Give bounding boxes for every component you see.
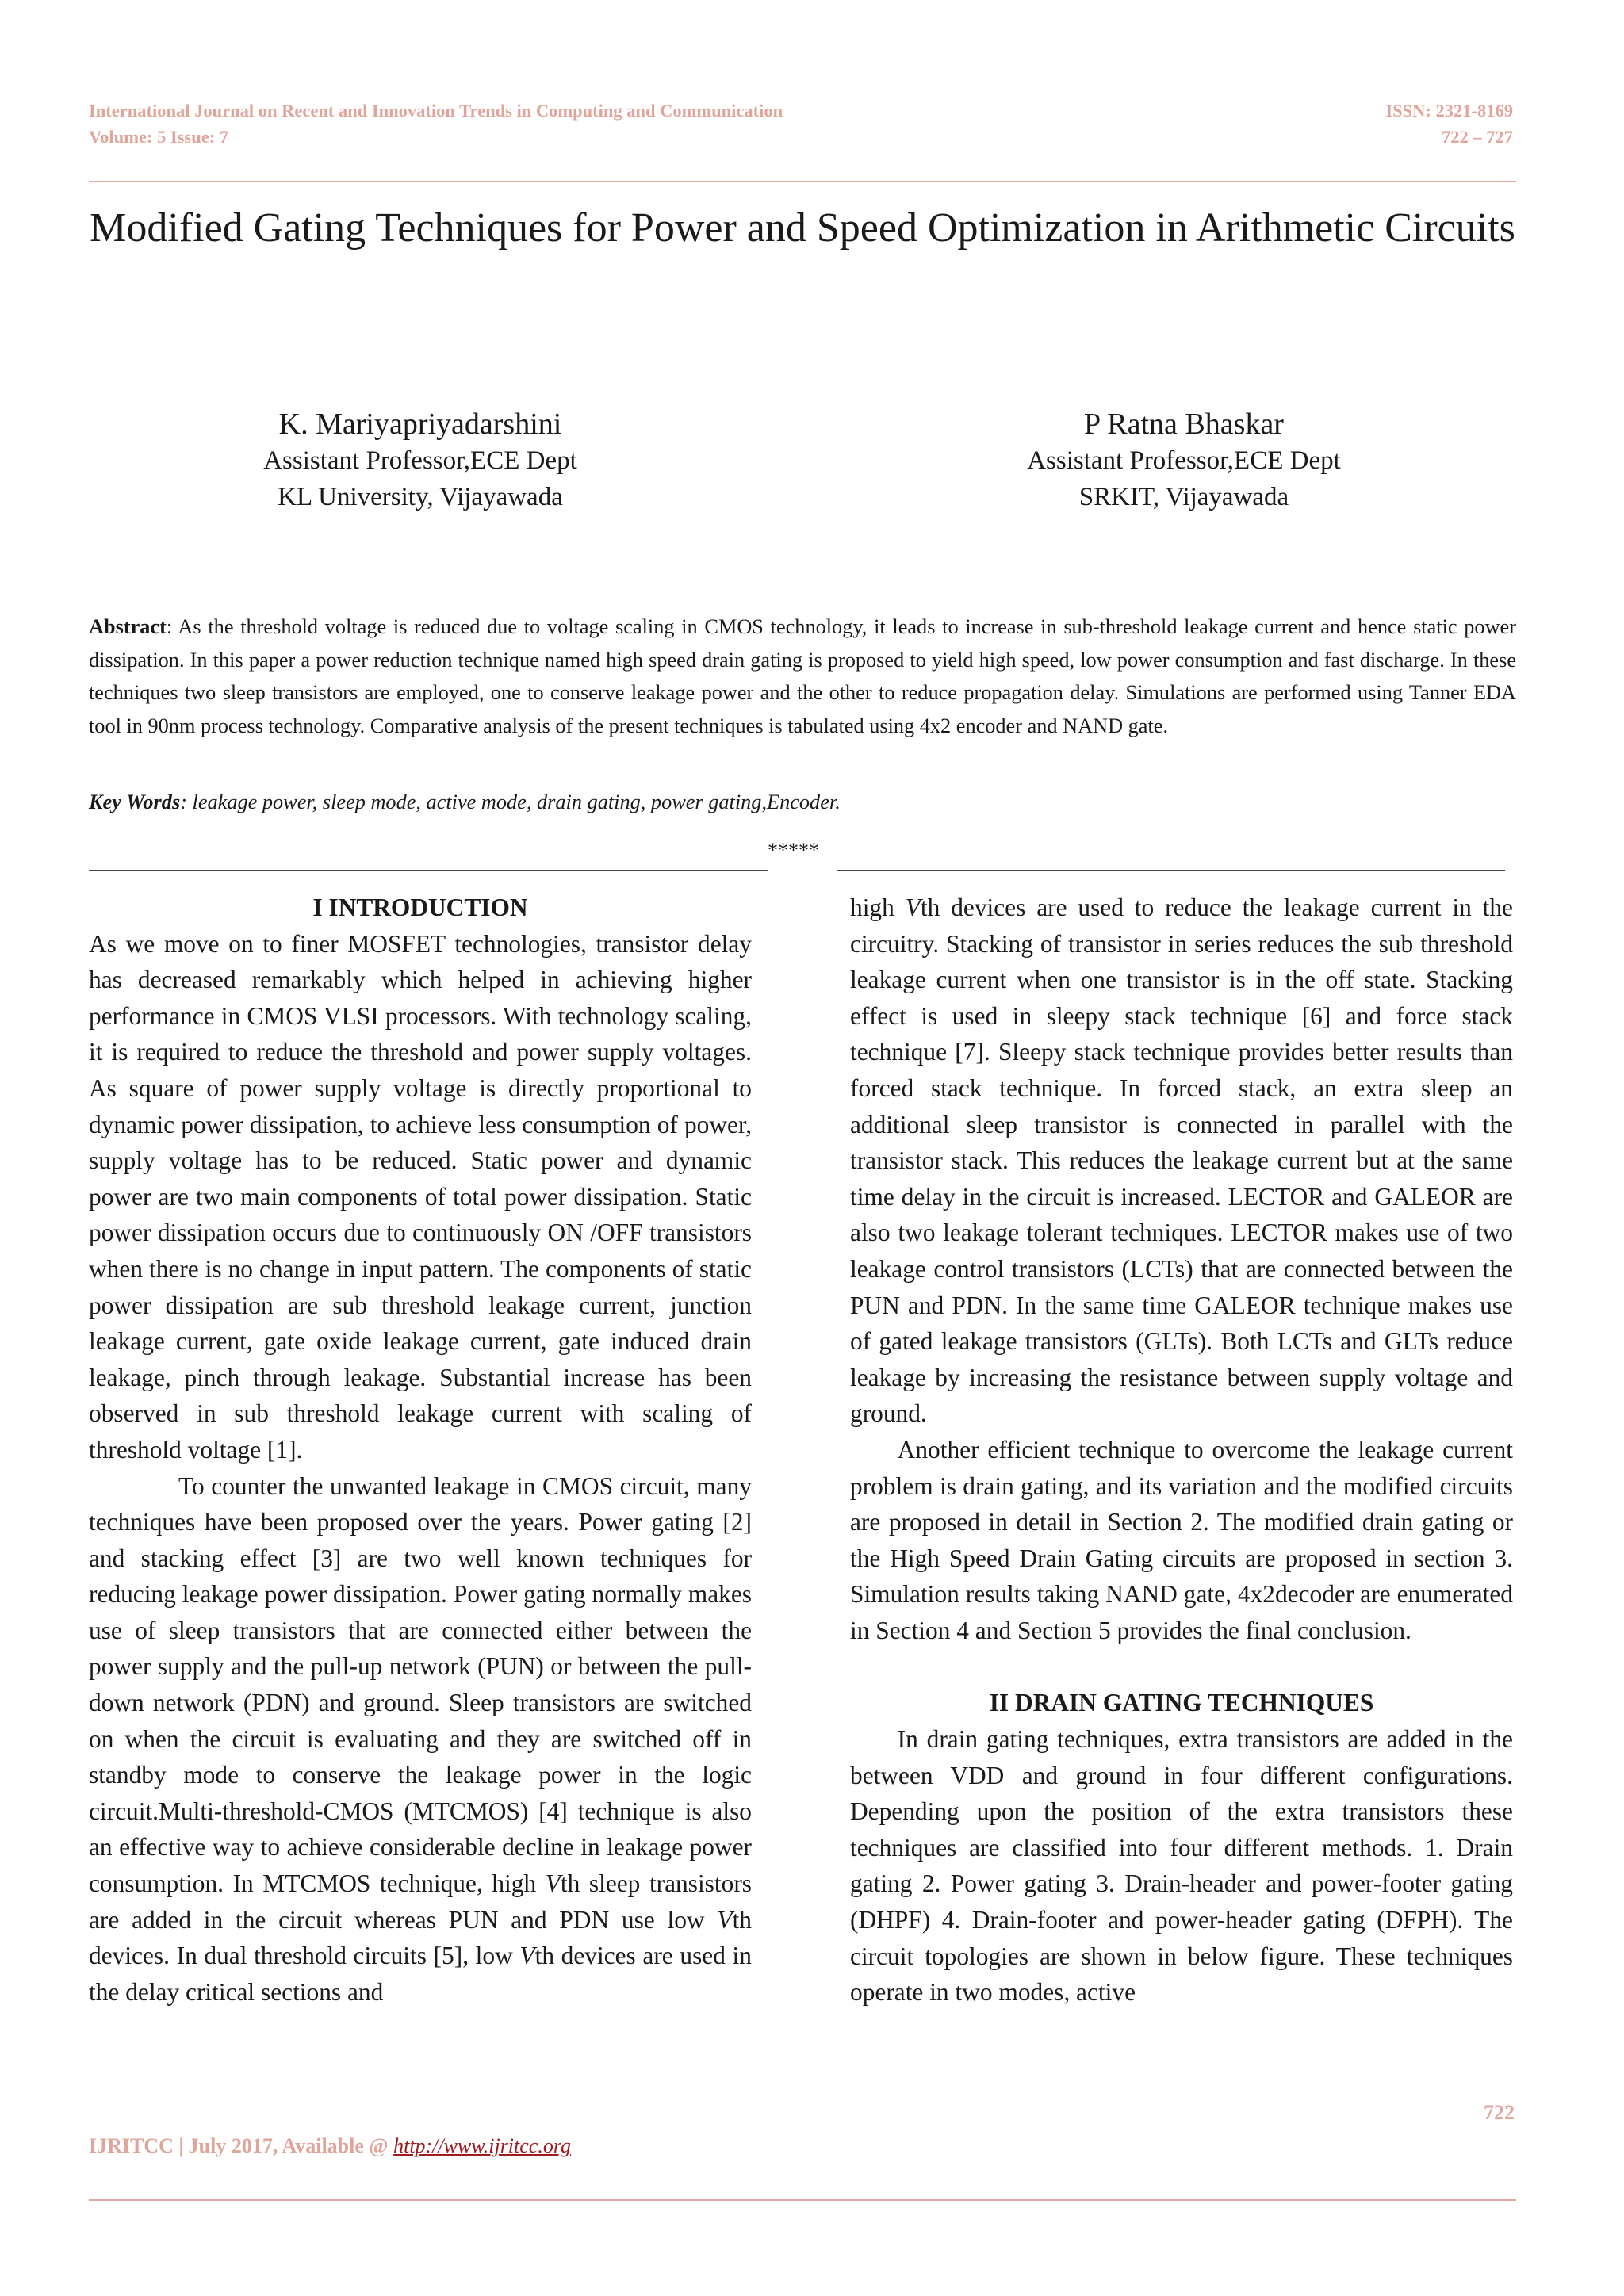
abstract [89,610,1516,742]
author-block-2 [906,406,1461,515]
paragraph-text: th devices are used in the delay critical sections and [89,1942,752,2006]
footer [89,2134,571,2158]
paragraph [850,890,1513,1432]
journal-link[interactable]: http://www.ijritcc.org [393,2134,571,2157]
author-institution: KL University, Vijayawada [278,483,563,511]
author-name: P Ratna Bhaskar [1084,408,1284,441]
paragraph-text: th devices. In dual threshold circuits [5], low [89,1905,752,1970]
running-header-left [89,98,783,150]
paragraph-text: To counter the unwanted leakage in CMOS circuit, many techniques have been proposed over the years. Power gating [2] and stacking effect [3] are two well known techniques for reducing leakage power dissipation. Power gating normally makes use of sleep transistors that are connected either between the power supply and the pull-up network (PUN) or between the pull-down network (PDN) and ground. Sleep transistors are switched on when the circuit is evaluating and they are switched off in standby mode to conserve the leakage power in the logic circuit.Multi-threshold-CMOS (MTCMOS) [4] technique is also an effective way to achieve considerable decline in leakage power consumption. In MTCMOS technique, high [89,1471,752,1898]
author-institution: SRKIT, Vijayawada [1078,483,1289,511]
abstract-text: : As the threshold voltage is reduced due to voltage scaling in CMOS technology, it leads to increase in sub-threshold leakage current and hence static power dissipation. In this paper a power reduction technique named high speed drain gating is proposed to yield high speed, low power consumption and fast discharge. In these techniques two sleep transistors are employed, one to conserve leakage power and the other to reduce propagation delay. Simulations are performed using Tanner EDA tool in 90nm process technology. Comparative analysis of the present techniques is tabulated using 4x2 encoder and NAND gate. [89,615,1516,737]
abstract-label: Abstract [89,615,167,638]
separator-stars: ***** [768,839,819,862]
section-heading-drain-gating: II DRAIN GATING TECHNIQUES [989,1689,1374,1717]
paragraph-text: th devices are used to reduce the leakage current in the circuitry. Stacking of transistor in series reduces the sub threshold leakage current when one transistor is in the off state. Stacking effect is used in sleepy stack technique [6] and force stack technique [7]. Sleepy stack technique provides better results than forced stack technique. In forced stack, an extra sleep an additional sleep transistor is connected in parallel with the transistor stack. This reduces the leakage current but at the same time delay in the circuit is increased. LECTOR and GALEOR are also two leakage tolerant techniques. LECTOR makes use of two leakage control transistors (LCTs) that are connected between the PUN and PDN. In the same time GALEOR technique makes use of gated leakage transistors (GLTs). Both LCTs and GLTs reduce leakage by increasing the resistance between supply voltage and ground. [850,894,1513,1428]
author-name: K. Mariyapriyadarshini [278,408,562,441]
paper-title: Modified Gating Techniques for Power and Speed Optimization in Arithmetic Circuits [90,205,1515,251]
vth-symbol: V [905,894,921,921]
keywords-label: Key Words [89,790,181,813]
paragraph: In drain gating techniques, extra transistors are added in the between VDD and ground in four different configurations. Depending upon the position of the extra transistors these techniques are classified into four different methods. 1. Drain gating 2. Power gating 3. Drain-header and power-footer gating (DHPF) 4. Drain-footer and power-header gating (DFPH). The circuit topologies are shown in below figure. These techniques operate in two modes, active [850,1725,1513,2007]
header-rule [89,181,1516,182]
author-block-1 [143,406,698,515]
right-column [850,890,1513,2011]
vth-symbol: V [545,1869,561,1898]
vth-symbol: V [717,1905,733,1934]
volume-issue: Volume: 5 Issue: 7 [89,127,229,147]
left-column [89,890,752,2010]
footer-text: IJRITCC | July 2017, Available @ [89,2134,394,2157]
vth-symbol: V [519,1942,535,1970]
author-position: Assistant Professor,ECE Dept [263,446,577,475]
paragraph [89,1468,752,2011]
paragraph: Another efficient technique to overcome the leakage current problem is drain gating, and its variation and the modified circuits are proposed in detail in Section 2. The modified drain gating or the High Speed Drain Gating circuits are proposed in section 3. Simulation results taking NAND gate, 4x2decoder are enumerated in Section 4 and Section 5 provides the final conclusion. [850,1435,1513,1644]
paragraph-text: th sleep transistors are added in the circuit whereas PUN and PDN use low [89,1869,752,1934]
issn: ISSN: 2321-8169 [1385,101,1513,121]
keywords [89,790,841,814]
page-range: 722 – 727 [1442,127,1513,147]
spacer [850,1648,1513,1685]
keywords-text: : leakage power, sleep mode, active mode, drain gating, power gating,Encoder. [180,790,841,813]
running-header-right [1385,98,1513,150]
journal-name: International Journal on Recent and Innovation Trends in Computing and Communication [89,101,783,121]
footer-rule [89,2199,1516,2201]
separator-line-right [837,870,1505,871]
section-heading-introduction: I INTRODUCTION [312,894,528,921]
author-position: Assistant Professor,ECE Dept [1027,446,1341,475]
paragraph-text: high [850,894,894,921]
paragraph: As we move on to finer MOSFET technologies, transistor delay has decreased remarkably which helped in achieving higher performance in CMOS VLSI processors. With technology scaling, it is required to reduce the threshold and power supply voltages. As square of power supply voltage is directly proportional to dynamic power dissipation, to achieve less consumption of power, supply voltage has to be reduced. Static power and dynamic power are two main components of total power dissipation. Static power dissipation occurs due to continuously ON /OFF transistors when there is no change in input pattern. The components of static power dissipation are sub threshold leakage current, junction leakage current, gate oxide leakage current, gate induced drain leakage, pinch through leakage. Substantial increase has been observed in sub threshold leakage current with scaling of threshold voltage [1]. [89,929,752,1464]
separator-line-left [89,870,768,871]
page-number: 722 [1484,2101,1515,2124]
